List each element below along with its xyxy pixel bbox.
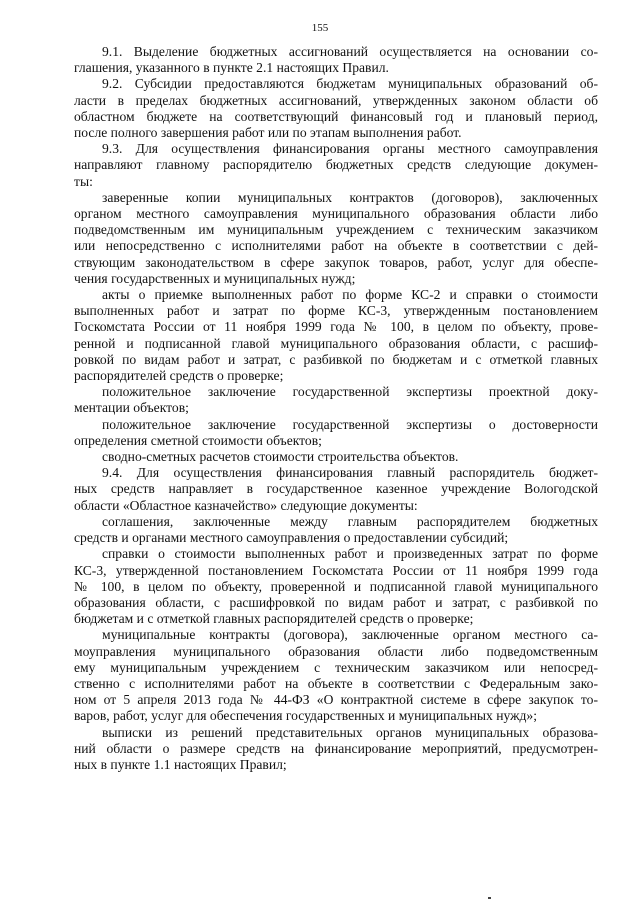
- text-line: определения сметной стоимости объектов;: [74, 432, 322, 448]
- scan-mark: [488, 897, 491, 899]
- paragraph: [74, 287, 598, 384]
- text-line: ний области о размере средств на финансирование мероприятий, предусмотрен-: [74, 740, 598, 756]
- text-line: 9.2. Субсидии предоставляются бюджетам муниципальных образований об-: [102, 76, 598, 92]
- paragraph: [74, 465, 598, 514]
- paragraph: [74, 384, 598, 416]
- text-line: соглашения, заключенные между главным распорядителем бюджетных: [102, 513, 598, 529]
- text-line: справки о стоимости выполненных работ и произведенных затрат по форме: [102, 546, 598, 562]
- paragraph: [74, 627, 598, 724]
- text-line: ном от 5 апреля 2013 года № 44-ФЗ «О контрактной системе в сфере закупок то-: [74, 692, 598, 708]
- text-line: или непосредственно с исполнителями работ на объекте в соответствии с дей-: [74, 238, 598, 254]
- text-line: положительное заключение государственной экспертизы о достоверности: [102, 416, 598, 432]
- text-line: положительное заключение государственной экспертизы проектной доку-: [102, 384, 598, 400]
- paragraph: [74, 546, 598, 627]
- text-line: КС-3, утвержденной постановлением Госкомстата России от 11 ноября 1999 года: [74, 562, 598, 578]
- text-line: после полного завершения работ или по этапам выполнения работ.: [74, 125, 462, 141]
- text-line: ласти в пределах бюджетных ассигнований, утвержденных законом области об: [74, 92, 598, 108]
- text-line: муниципальные контракты (договора), заключенные органом местного са-: [102, 627, 598, 643]
- text-line: ных в пункте 1.1 настоящих Правил;: [74, 756, 287, 772]
- text-line: ты:: [74, 173, 93, 189]
- text-line: Госкомстата России от 11 ноября 1999 года № 100, в целом по объекту, прове-: [74, 319, 598, 335]
- text-line: сводно-сметных расчетов стоимости строительства объектов.: [102, 449, 459, 465]
- text-line: бюджетам и с отметкой главных распорядителей средств о проверке;: [74, 611, 474, 627]
- text-line: органом местного самоуправления муниципального образования области либо: [74, 206, 598, 222]
- text-line: № 100, в целом по объекту, проверенной и подписанной главой муниципального: [74, 578, 598, 594]
- paragraph: [74, 514, 598, 546]
- text-line: направляют главному распорядителю бюджетных средств следующие докумен-: [74, 157, 598, 173]
- text-line: чения государственных и муниципальных нужд;: [74, 270, 356, 286]
- text-line: выписки из решений представительных органов муниципальных образова-: [102, 724, 598, 740]
- page-number: 155: [311, 22, 329, 34]
- text-line: ствующим законодательством в сфере закупок товаров, работ, услуг для обеспе-: [74, 254, 598, 270]
- text-line: глашения, указанного в пункте 2.1 настоящих Правил.: [74, 60, 389, 76]
- text-line: 9.1. Выделение бюджетных ассигнований осуществляется на основании со-: [102, 44, 598, 59]
- text-line: ственно с исполнителями работ на объекте в соответствии с Федеральным зако-: [74, 675, 598, 691]
- paragraph: [74, 44, 598, 76]
- text-line: акты о приемке выполненных работ по форме КС-2 и справки о стоимости: [102, 287, 598, 303]
- text-line: выполненных работ и затрат по форме КС-3, утвержденным постановлением: [74, 303, 598, 319]
- text-line: ему муниципальным учреждением с техническим заказчиком или непосред-: [74, 659, 598, 675]
- text-line: заверенные копии муниципальных контрактов (договоров), заключенных: [102, 189, 598, 205]
- text-line: 9.3. Для осуществления финансирования органы местного самоуправления: [102, 141, 598, 157]
- paragraph: [74, 141, 598, 190]
- text-line: ренной и подписанной главой муниципального образования области, с расшиф-: [74, 335, 598, 351]
- text-line: ментации объектов;: [74, 400, 189, 416]
- text-line: областном бюджете на соответствующий финансовый год и плановый период,: [74, 108, 598, 124]
- paragraph: [74, 449, 598, 465]
- text-line: подведомственным им муниципальным учреждением с техническим заказчиком: [74, 222, 598, 238]
- text-line: распорядителей средств о проверке;: [74, 368, 284, 384]
- text-line: моуправления муниципального образования области либо подведомственным: [74, 643, 598, 659]
- text-line: области «Областное казначейство» следующие документы:: [74, 497, 418, 513]
- text-line: образования области, с расшифровкой по видам работ и затрат, с разбивкой по: [74, 594, 598, 610]
- text-line: 9.4. Для осуществления финансирования главный распорядитель бюджет-: [102, 465, 598, 481]
- text-line: ных средств направляет в государственное казенное учреждение Вологодской: [74, 481, 598, 497]
- paragraph: [74, 725, 598, 774]
- paragraph: [74, 417, 598, 449]
- paragraph: [74, 76, 598, 141]
- paragraph: [74, 190, 598, 287]
- text-line: ровкой по видам работ и затрат, с разбивкой по бюджетам и с отметкой главных: [74, 351, 598, 367]
- document-body: [74, 44, 598, 773]
- text-line: средств и органами местного самоуправления о предоставлении субсидий;: [74, 530, 509, 546]
- text-line: варов, работ, услуг для обеспечения государственных и муниципальных нужд»;: [74, 708, 537, 724]
